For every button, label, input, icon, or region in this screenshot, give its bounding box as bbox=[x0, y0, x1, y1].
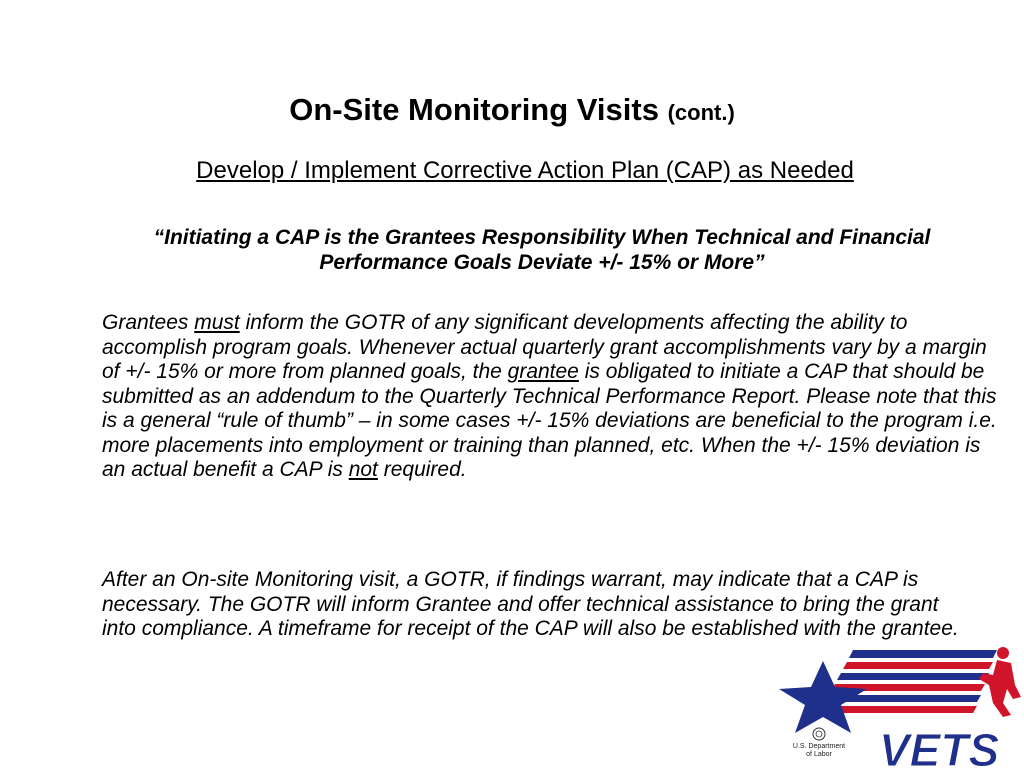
logo-stripes bbox=[819, 650, 997, 713]
p1-text-3: is obligated to initiate a CAP that should be submitted as an addendum to the Quarterly Technical Performance Report. Please note that this is a general “rule of thumb” – in some cases +/- 15% deviations are beneficial to the program i.e. more placements into employment or training than planned, etc. When the +/- 15% deviation is an actual benefit a CAP is bbox=[102, 360, 997, 481]
p1-underline-not: not bbox=[348, 458, 378, 481]
p1-text-2: inform the GOTR of any significant developments affecting the ability to accomplish program goals. Whenever actual quarterly grant accomplishments vary by a margin of +/- 15% or more from planned goals, the bbox=[102, 311, 987, 383]
star-icon bbox=[779, 661, 867, 733]
p1-underline-grantee: grantee bbox=[507, 360, 579, 383]
vets-wordmark: VETS bbox=[879, 724, 1000, 768]
dol-label-line1: U.S. Department bbox=[792, 743, 846, 750]
dol-label-line2: of Labor bbox=[806, 751, 832, 758]
paragraph-cap-requirement bbox=[102, 311, 1002, 483]
p1-underline-must: must bbox=[194, 311, 240, 334]
slide-title-suffix: (cont.) bbox=[667, 100, 735, 125]
p1-text-1: Grantees bbox=[102, 311, 195, 334]
p1-text-4: required. bbox=[377, 458, 467, 481]
dol-seal-icon bbox=[812, 727, 826, 741]
quote-heading: “Initiating a CAP is the Grantees Responsibility When Technical and Financial Performance Goals Deviate +/- 15% or More” bbox=[153, 226, 931, 274]
slide-title-text: On-Site Monitoring Visits bbox=[289, 92, 659, 127]
slide-subtitle: Develop / Implement Corrective Action Plan (CAP) as Needed bbox=[196, 157, 854, 184]
paragraph-monitoring-visit: After an On-site Monitoring visit, a GOTR, if findings warrant, may indicate that a CAP is necessary. The GOTR will inform Grantee and offer technical assistance to bring the grant into compliance. A timeframe for receipt of the CAP will also be established with the grantee. bbox=[102, 568, 959, 640]
dol-seal-block bbox=[788, 727, 850, 759]
slide-title bbox=[0, 92, 1024, 131]
